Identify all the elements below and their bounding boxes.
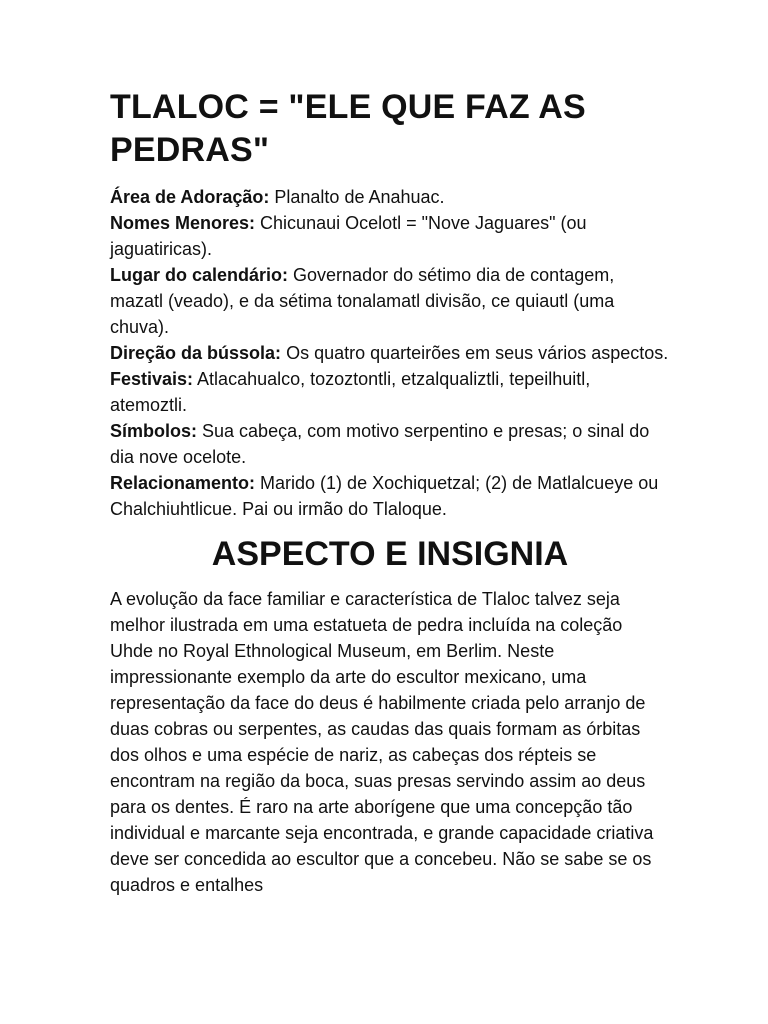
field-area-de-adoracao [110,184,670,210]
document-page [110,86,670,898]
field-festivais [110,366,670,418]
field-label: Símbolos: [110,421,198,441]
field-value: Governador do sétimo dia de contagem, mazatl (veado), e da sétima tonalamatl divisão, ce quiautl (uma chuva). [110,265,615,337]
attribute-list [110,184,670,522]
field-value: Os quatro quarteirões em seus vários aspectos. [281,343,669,363]
field-relacionamento [110,470,670,522]
field-label: Área de Adoração: [110,187,270,207]
field-label: Nomes Menores: [110,213,256,233]
page-title: TLALOC = "ELE QUE FAZ AS PEDRAS" [110,88,586,169]
field-value: Chicunaui Ocelotl = "Nove Jaguares" (ou jaguatiricas). [110,213,587,259]
field-value: Atlacahualco, tozoztontli, etzalqualiztli, tepeilhuitl, atemoztli. [110,369,591,415]
field-simbolos [110,418,670,470]
field-label: Relacionamento: [110,473,256,493]
field-label: Direção da bússola: [110,343,282,363]
field-value: Planalto de Anahuac. [269,187,445,207]
field-label: Festivais: [110,369,194,389]
section-heading: ASPECTO E INSIGNIA [211,535,569,573]
field-value: Marido (1) de Xochiquetzal; (2) de Matlalcueye ou Chalchiuhtlicue. Pai ou irmão do Tlaloque. [110,473,659,519]
field-nomes-menores [110,210,670,262]
field-lugar-do-calendario [110,262,670,340]
field-direcao-da-bussola [110,340,670,366]
field-value: Sua cabeça, com motivo serpentino e presas; o sinal do dia nove ocelote. [110,421,650,467]
body-paragraph: A evolução da face familiar e característica de Tlaloc talvez seja melhor ilustrada em uma estatueta de pedra incluída na coleção Uhde no Royal Ethnological Museum, em Berlim. Neste impressionante exemplo da arte do escultor mexicano, uma representação da face do deus é habilmente criada pelo arranjo de duas cobras ou serpentes, as caudas das quais formam as órbitas dos olhos e uma espécie de nariz, as cabeças dos répteis se encontram na região da boca, suas presas servindo assim ao deus para os dentes. É raro na arte aborígene que uma concepção tão individual e marcante seja encontrada, e grande capacidade criativa deve ser concedida ao escultor que a concebeu. Não se sabe se os quadros e entalhes [110,589,654,895]
field-label: Lugar do calendário: [110,265,289,285]
